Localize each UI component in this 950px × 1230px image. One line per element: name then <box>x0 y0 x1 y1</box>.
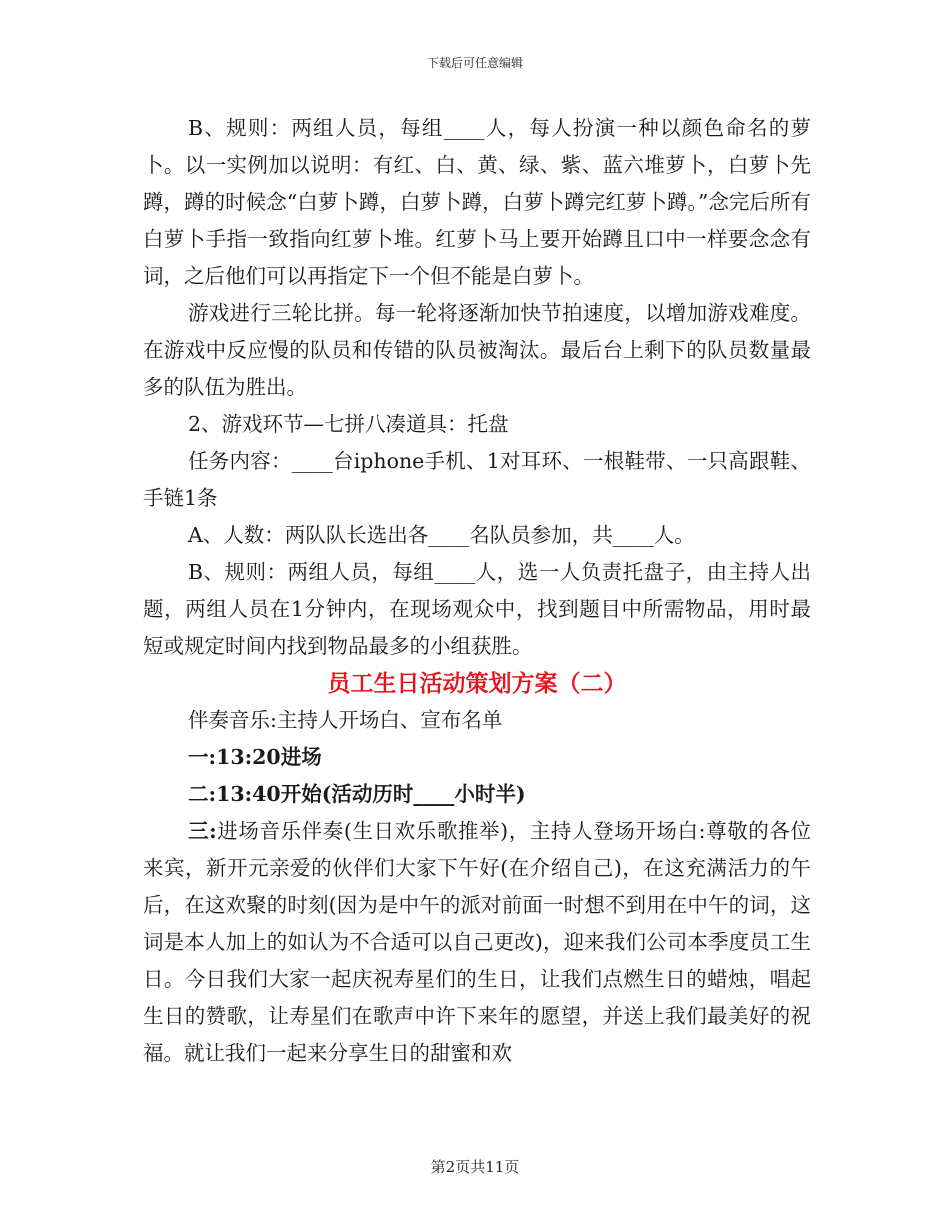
paragraph-game-rounds: 游戏进行三轮比拼。每一轮将逐渐加快节拍速度，以增加游戏难度。在游戏中反应慢的队员和传错的队员被淘汰。最后台上剩下的队员数量最多的队伍为胜出。 <box>143 301 811 399</box>
section-title: 员工生日活动策划方案（二） <box>327 670 627 697</box>
document-body <box>143 110 811 1072</box>
page-footer <box>0 1156 950 1177</box>
step-3-text: 进场音乐伴奏(生日欢乐歌推举)，主持人登场开场白:尊敬的各位来宾，新开元亲爱的伙伴们大家下午好(在介绍自己)，在这充满活力的午后，在这欢聚的时刻(因为是中午的派对前面一时想不到用在中午的词，这词是本人加上的如认为不合适可以自己更改)，迎来我们公司本季度员工生日。今日我们大家一起庆祝寿星们的生日，让我们点燃生日的蜡烛，唱起生日的赞歌，让寿星们在歌声中许下来年的愿望，并送上我们最美好的祝福。就让我们一起来分享生日的甜蜜和欢 <box>143 819 811 1065</box>
page-number: 第2页共11页 <box>430 1158 520 1176</box>
paragraph-rule-tray: B、规则：两组人员，每组____人，选一人负责托盘子，由主持人出题，两组人员在1分钟内，在现场观众中，找到题目中所需物品，用时最短或规定时间内找到物品最多的小组获胜。 <box>143 560 811 658</box>
paragraph-music: 伴奏音乐:主持人开场白、宣布名单 <box>188 708 503 732</box>
step-3-label: 三: <box>188 819 217 843</box>
paragraph-step-3 <box>143 813 811 1072</box>
paragraph-step-2: 二:13:40开始(活动历时____小时半) <box>188 782 526 806</box>
paragraph-participants: A、人数：两队队长选出各____名队员参加，共____人。 <box>188 523 695 547</box>
paragraph-game-section-2: 2、游戏环节—七拼八凑道具：托盘 <box>188 412 509 436</box>
paragraph-step-1: 一:13:20进场 <box>188 745 322 769</box>
page-header <box>0 54 950 71</box>
paragraph-task-content: 任务内容：____台iphone手机、1对耳环、一根鞋带、一只高跟鞋、手链1条 <box>143 449 811 510</box>
paragraph-rule-radish: B、规则：两组人员，每组____人，每人扮演一种以颜色命名的萝卜。以一实例加以说明：有红、白、黄、绿、紫、蓝六堆萝卜，白萝卜先蹲，蹲的时候念“白萝卜蹲，白萝卜蹲，白萝卜蹲完红萝卜蹲。”念完后所有白萝卜手指一致指向红萝卜堆。红萝卜马上要开始蹲且口中一样要念念有词，之后他们可以再指定下一个但不能是白萝卜。 <box>143 116 811 288</box>
header-note: 下载后可任意编辑 <box>426 56 523 70</box>
